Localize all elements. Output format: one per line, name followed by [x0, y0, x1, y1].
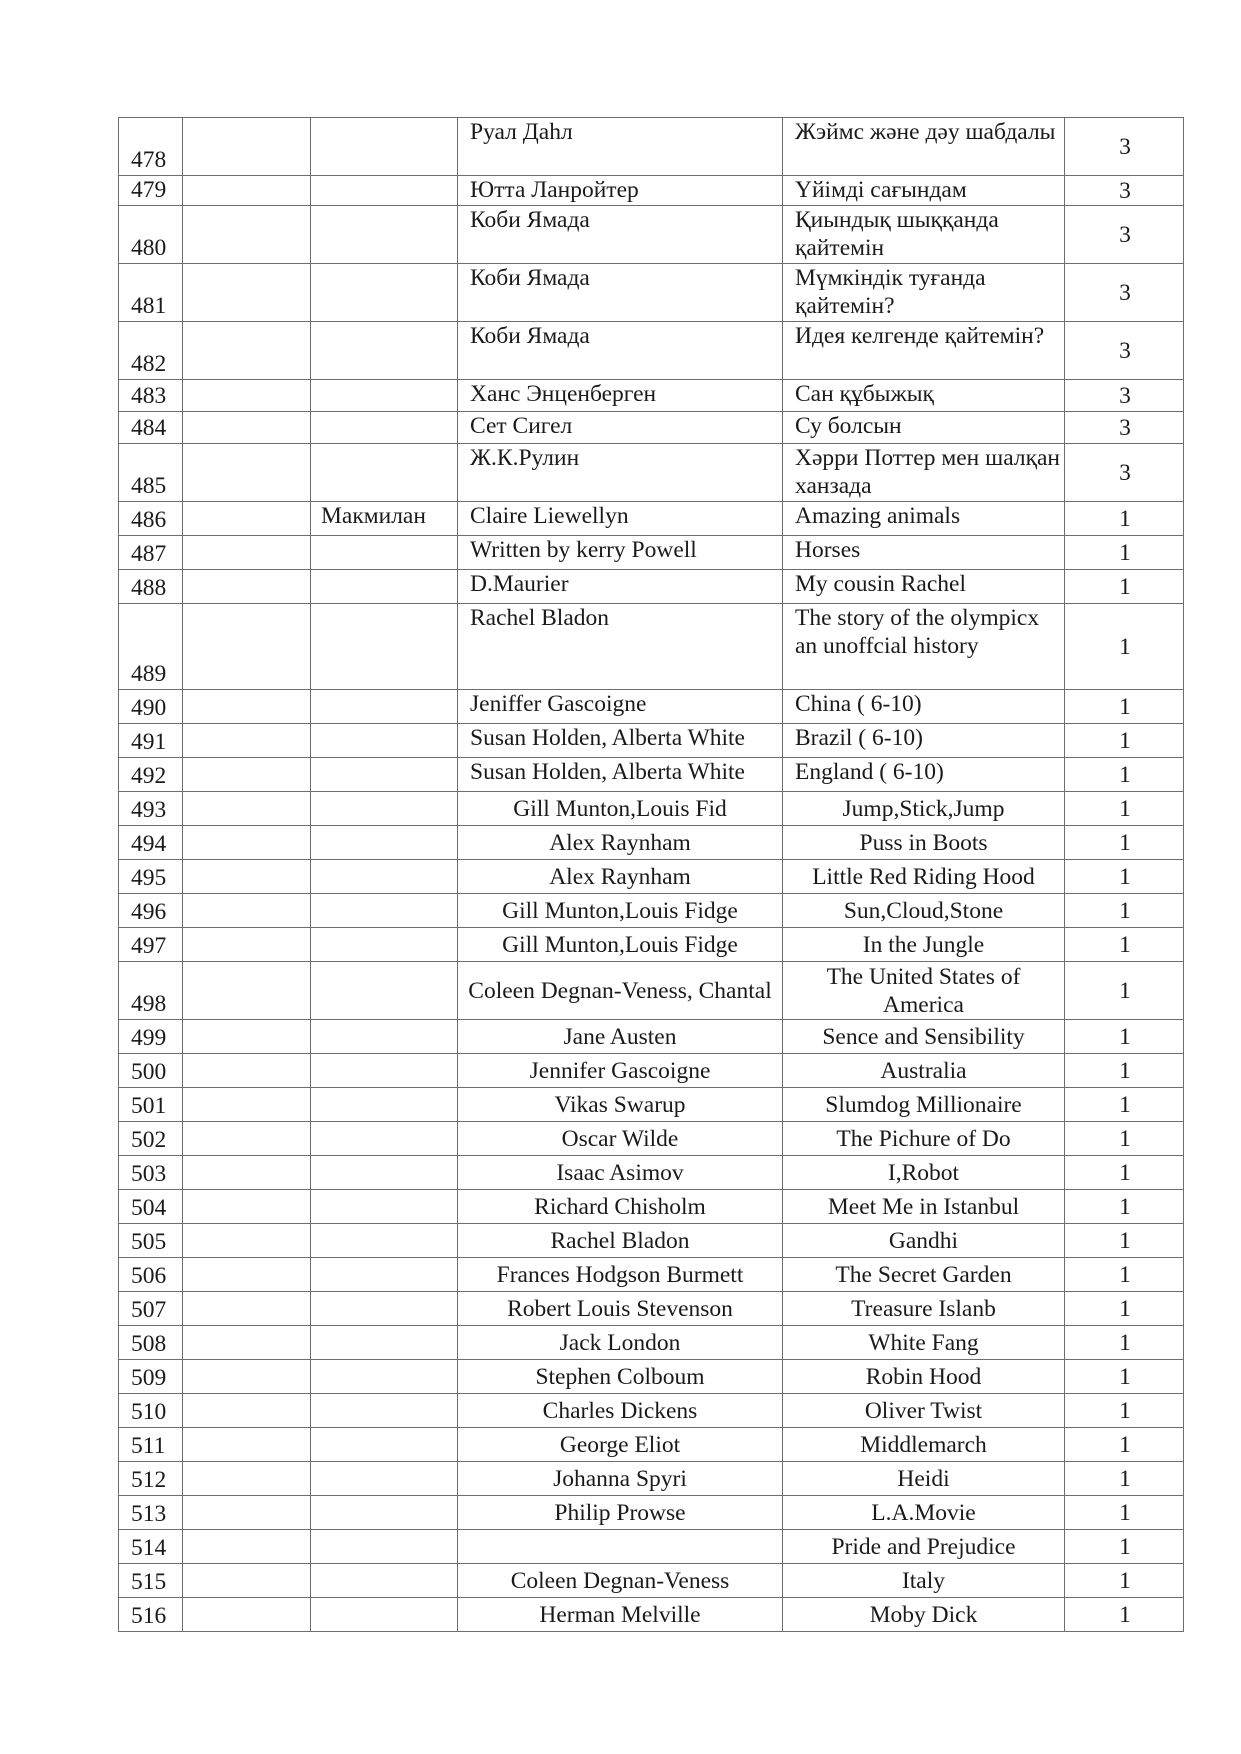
- quantity-cell: 1: [1065, 1360, 1184, 1394]
- empty-cell: [183, 1394, 311, 1428]
- row-number: 483: [119, 380, 183, 412]
- publisher-cell: [311, 264, 458, 322]
- row-number: 492: [119, 758, 183, 792]
- table-row: [119, 502, 1184, 536]
- title-cell: Pride and Prejudice: [783, 1530, 1065, 1564]
- author-cell: Коби Ямада: [458, 322, 783, 380]
- empty-cell: [183, 176, 311, 206]
- row-number: 504: [119, 1190, 183, 1224]
- author-cell: Oscar Wilde: [458, 1122, 783, 1156]
- title-cell: Horses: [783, 536, 1065, 570]
- quantity-cell: 1: [1065, 502, 1184, 536]
- empty-cell: [183, 1530, 311, 1564]
- empty-cell: [183, 1326, 311, 1360]
- empty-cell: [183, 604, 311, 690]
- row-number: 498: [119, 962, 183, 1020]
- author-cell: Johanna Spyri: [458, 1462, 783, 1496]
- publisher-cell: [311, 1258, 458, 1292]
- table-row: [119, 206, 1184, 264]
- row-number: 486: [119, 502, 183, 536]
- title-cell: Хәрри Поттер мен шалқан ханзада: [783, 444, 1065, 502]
- publisher-cell: [311, 758, 458, 792]
- empty-cell: [183, 1428, 311, 1462]
- publisher-cell: [311, 444, 458, 502]
- title-cell: Middlemarch: [783, 1428, 1065, 1462]
- empty-cell: [183, 1292, 311, 1326]
- row-number: 480: [119, 206, 183, 264]
- author-cell: Frances Hodgson Burmett: [458, 1258, 783, 1292]
- row-number: 503: [119, 1156, 183, 1190]
- table-row: [119, 444, 1184, 502]
- quantity-cell: 3: [1065, 444, 1184, 502]
- author-cell: Susan Holden, Alberta White: [458, 724, 783, 758]
- quantity-cell: 3: [1065, 176, 1184, 206]
- title-cell: L.A.Movie: [783, 1496, 1065, 1530]
- empty-cell: [183, 206, 311, 264]
- title-cell: Gandhi: [783, 1224, 1065, 1258]
- title-cell: My cousin Rachel: [783, 570, 1065, 604]
- publisher-cell: [311, 1326, 458, 1360]
- publisher-cell: [311, 792, 458, 826]
- row-number: 508: [119, 1326, 183, 1360]
- row-number: 507: [119, 1292, 183, 1326]
- empty-cell: [183, 792, 311, 826]
- table-row: [119, 1054, 1184, 1088]
- publisher-cell: Макмилан: [311, 502, 458, 536]
- empty-cell: [183, 322, 311, 380]
- table-row: [119, 826, 1184, 860]
- author-cell: [458, 1530, 783, 1564]
- table-row: [119, 1326, 1184, 1360]
- table-row: [119, 758, 1184, 792]
- row-number: 516: [119, 1598, 183, 1632]
- empty-cell: [183, 1598, 311, 1632]
- publisher-cell: [311, 1496, 458, 1530]
- title-cell: Slumdog Millionaire: [783, 1088, 1065, 1122]
- title-cell: Amazing animals: [783, 502, 1065, 536]
- author-cell: Rachel Bladon: [458, 604, 783, 690]
- title-cell: Sun,Cloud,Stone: [783, 894, 1065, 928]
- quantity-cell: 1: [1065, 928, 1184, 962]
- quantity-cell: 3: [1065, 380, 1184, 412]
- table-row: [119, 1394, 1184, 1428]
- quantity-cell: 1: [1065, 570, 1184, 604]
- row-number: 510: [119, 1394, 183, 1428]
- title-cell: Jump,Stick,Jump: [783, 792, 1065, 826]
- quantity-cell: 1: [1065, 1088, 1184, 1122]
- table-row: [119, 792, 1184, 826]
- quantity-cell: 1: [1065, 1156, 1184, 1190]
- quantity-cell: 1: [1065, 1462, 1184, 1496]
- table-row: [119, 264, 1184, 322]
- empty-cell: [183, 264, 311, 322]
- author-cell: Gill Munton,Louis Fid: [458, 792, 783, 826]
- publisher-cell: [311, 1156, 458, 1190]
- title-cell: Brazil ( 6-10): [783, 724, 1065, 758]
- publisher-cell: [311, 1054, 458, 1088]
- author-cell: Коби Ямада: [458, 264, 783, 322]
- title-cell: Sence and Sensibility: [783, 1020, 1065, 1054]
- row-number: 499: [119, 1020, 183, 1054]
- empty-cell: [183, 690, 311, 724]
- author-cell: Isaac Asimov: [458, 1156, 783, 1190]
- title-cell: Мүмкіндік туғанда қайтемін?: [783, 264, 1065, 322]
- author-cell: Jack London: [458, 1326, 783, 1360]
- table-row: [119, 176, 1184, 206]
- table-row: [119, 1258, 1184, 1292]
- quantity-cell: 3: [1065, 412, 1184, 444]
- empty-cell: [183, 412, 311, 444]
- row-number: 511: [119, 1428, 183, 1462]
- table-row: [119, 962, 1184, 1020]
- row-number: 494: [119, 826, 183, 860]
- quantity-cell: 1: [1065, 1326, 1184, 1360]
- table-row: [119, 928, 1184, 962]
- row-number: 487: [119, 536, 183, 570]
- row-number: 500: [119, 1054, 183, 1088]
- publisher-cell: [311, 380, 458, 412]
- publisher-cell: [311, 176, 458, 206]
- empty-cell: [183, 860, 311, 894]
- publisher-cell: [311, 412, 458, 444]
- empty-cell: [183, 1564, 311, 1598]
- publisher-cell: [311, 536, 458, 570]
- author-cell: Ханс Энценберген: [458, 380, 783, 412]
- quantity-cell: 1: [1065, 1292, 1184, 1326]
- row-number: 479: [119, 176, 183, 206]
- table-row: [119, 322, 1184, 380]
- quantity-cell: 3: [1065, 264, 1184, 322]
- empty-cell: [183, 502, 311, 536]
- author-cell: Robert Louis Stevenson: [458, 1292, 783, 1326]
- empty-cell: [183, 380, 311, 412]
- empty-cell: [183, 1190, 311, 1224]
- table-row: [119, 1292, 1184, 1326]
- author-cell: Ютта Ланройтер: [458, 176, 783, 206]
- table-row: [119, 118, 1184, 176]
- author-cell: Alex Raynham: [458, 860, 783, 894]
- table-row: [119, 1360, 1184, 1394]
- table-row: [119, 412, 1184, 444]
- publisher-cell: [311, 1428, 458, 1462]
- table-row: [119, 1428, 1184, 1462]
- title-cell: England ( 6-10): [783, 758, 1065, 792]
- author-cell: Jane Austen: [458, 1020, 783, 1054]
- quantity-cell: 1: [1065, 860, 1184, 894]
- table-row: [119, 724, 1184, 758]
- row-number: 496: [119, 894, 183, 928]
- quantity-cell: 1: [1065, 1258, 1184, 1292]
- table-row: [119, 860, 1184, 894]
- row-number: 491: [119, 724, 183, 758]
- title-cell: Australia: [783, 1054, 1065, 1088]
- title-cell: The United States of America: [783, 962, 1065, 1020]
- empty-cell: [183, 1258, 311, 1292]
- title-cell: Су болсын: [783, 412, 1065, 444]
- row-number: 506: [119, 1258, 183, 1292]
- publisher-cell: [311, 206, 458, 264]
- quantity-cell: 1: [1065, 1428, 1184, 1462]
- author-cell: Claire Liewellyn: [458, 502, 783, 536]
- quantity-cell: 1: [1065, 1394, 1184, 1428]
- row-number: 489: [119, 604, 183, 690]
- publisher-cell: [311, 1088, 458, 1122]
- publisher-cell: [311, 118, 458, 176]
- quantity-cell: 3: [1065, 206, 1184, 264]
- row-number: 515: [119, 1564, 183, 1598]
- author-cell: Сет Сигел: [458, 412, 783, 444]
- quantity-cell: 1: [1065, 1564, 1184, 1598]
- publisher-cell: [311, 1564, 458, 1598]
- empty-cell: [183, 1088, 311, 1122]
- author-cell: George Eliot: [458, 1428, 783, 1462]
- table-row: [119, 1496, 1184, 1530]
- title-cell: Жэймс және дәу шабдалы: [783, 118, 1065, 176]
- publisher-cell: [311, 1224, 458, 1258]
- row-number: 495: [119, 860, 183, 894]
- row-number: 505: [119, 1224, 183, 1258]
- publisher-cell: [311, 604, 458, 690]
- publisher-cell: [311, 1598, 458, 1632]
- publisher-cell: [311, 826, 458, 860]
- publisher-cell: [311, 1462, 458, 1496]
- row-number: 484: [119, 412, 183, 444]
- quantity-cell: 1: [1065, 690, 1184, 724]
- quantity-cell: 1: [1065, 758, 1184, 792]
- empty-cell: [183, 894, 311, 928]
- publisher-cell: [311, 894, 458, 928]
- title-cell: Oliver Twist: [783, 1394, 1065, 1428]
- author-cell: Coleen Degnan-Veness, Chantal: [458, 962, 783, 1020]
- quantity-cell: 1: [1065, 604, 1184, 690]
- publisher-cell: [311, 962, 458, 1020]
- publisher-cell: [311, 690, 458, 724]
- quantity-cell: 1: [1065, 724, 1184, 758]
- empty-cell: [183, 1020, 311, 1054]
- author-cell: Jeniffer Gascoigne: [458, 690, 783, 724]
- row-number: 502: [119, 1122, 183, 1156]
- empty-cell: [183, 1462, 311, 1496]
- table-row: [119, 1530, 1184, 1564]
- table-row: [119, 1156, 1184, 1190]
- row-number: 488: [119, 570, 183, 604]
- quantity-cell: 1: [1065, 1054, 1184, 1088]
- table-row: [119, 1190, 1184, 1224]
- quantity-cell: 1: [1065, 1190, 1184, 1224]
- publisher-cell: [311, 860, 458, 894]
- title-cell: The Pichure of Do: [783, 1122, 1065, 1156]
- table-row: [119, 1088, 1184, 1122]
- author-cell: Susan Holden, Alberta White: [458, 758, 783, 792]
- table-row: [119, 604, 1184, 690]
- empty-cell: [183, 444, 311, 502]
- row-number: 490: [119, 690, 183, 724]
- title-cell: Robin Hood: [783, 1360, 1065, 1394]
- title-cell: Heidi: [783, 1462, 1065, 1496]
- author-cell: Gill Munton,Louis Fidge: [458, 894, 783, 928]
- row-number: 497: [119, 928, 183, 962]
- author-cell: Coleen Degnan-Veness: [458, 1564, 783, 1598]
- row-number: 512: [119, 1462, 183, 1496]
- title-cell: Үйімді сағындам: [783, 176, 1065, 206]
- empty-cell: [183, 570, 311, 604]
- publisher-cell: [311, 1020, 458, 1054]
- author-cell: Philip Prowse: [458, 1496, 783, 1530]
- publisher-cell: [311, 1394, 458, 1428]
- quantity-cell: 1: [1065, 1020, 1184, 1054]
- quantity-cell: 1: [1065, 894, 1184, 928]
- table-row: [119, 1598, 1184, 1632]
- row-number: 513: [119, 1496, 183, 1530]
- author-cell: Ж.К.Рулин: [458, 444, 783, 502]
- title-cell: Сан құбыжық: [783, 380, 1065, 412]
- table-body: [119, 118, 1184, 1632]
- quantity-cell: 1: [1065, 536, 1184, 570]
- publisher-cell: [311, 1360, 458, 1394]
- empty-cell: [183, 1496, 311, 1530]
- author-cell: Rachel Bladon: [458, 1224, 783, 1258]
- quantity-cell: 1: [1065, 826, 1184, 860]
- row-number: 514: [119, 1530, 183, 1564]
- table-row: [119, 690, 1184, 724]
- title-cell: Treasure Islanb: [783, 1292, 1065, 1326]
- row-number: 501: [119, 1088, 183, 1122]
- empty-cell: [183, 1224, 311, 1258]
- publisher-cell: [311, 322, 458, 380]
- title-cell: White Fang: [783, 1326, 1065, 1360]
- quantity-cell: 1: [1065, 1224, 1184, 1258]
- title-cell: China ( 6-10): [783, 690, 1065, 724]
- empty-cell: [183, 1122, 311, 1156]
- title-cell: I,Robot: [783, 1156, 1065, 1190]
- row-number: 485: [119, 444, 183, 502]
- title-cell: Italy: [783, 1564, 1065, 1598]
- quantity-cell: 1: [1065, 1598, 1184, 1632]
- quantity-cell: 1: [1065, 962, 1184, 1020]
- publisher-cell: [311, 1530, 458, 1564]
- book-inventory-table: [118, 117, 1184, 1632]
- table-row: [119, 1462, 1184, 1496]
- title-cell: Little Red Riding Hood: [783, 860, 1065, 894]
- publisher-cell: [311, 1292, 458, 1326]
- author-cell: Gill Munton,Louis Fidge: [458, 928, 783, 962]
- author-cell: D.Maurier: [458, 570, 783, 604]
- table-row: [119, 380, 1184, 412]
- row-number: 478: [119, 118, 183, 176]
- title-cell: Meet Me in Istanbul: [783, 1190, 1065, 1224]
- table-row: [119, 570, 1184, 604]
- author-cell: Jennifer Gascoigne: [458, 1054, 783, 1088]
- publisher-cell: [311, 1190, 458, 1224]
- author-cell: Richard Chisholm: [458, 1190, 783, 1224]
- author-cell: Herman Melville: [458, 1598, 783, 1632]
- publisher-cell: [311, 928, 458, 962]
- publisher-cell: [311, 570, 458, 604]
- title-cell: The story of the olympicx an unoffcial history: [783, 604, 1065, 690]
- title-cell: Moby Dick: [783, 1598, 1065, 1632]
- title-cell: In the Jungle: [783, 928, 1065, 962]
- empty-cell: [183, 826, 311, 860]
- author-cell: Alex Raynham: [458, 826, 783, 860]
- empty-cell: [183, 928, 311, 962]
- empty-cell: [183, 536, 311, 570]
- author-cell: Руал Даһл: [458, 118, 783, 176]
- quantity-cell: 1: [1065, 1122, 1184, 1156]
- publisher-cell: [311, 1122, 458, 1156]
- quantity-cell: 3: [1065, 322, 1184, 380]
- table-row: [119, 1122, 1184, 1156]
- title-cell: The Secret Garden: [783, 1258, 1065, 1292]
- table-row: [119, 536, 1184, 570]
- quantity-cell: 1: [1065, 1530, 1184, 1564]
- table-row: [119, 894, 1184, 928]
- row-number: 509: [119, 1360, 183, 1394]
- empty-cell: [183, 1054, 311, 1088]
- quantity-cell: 1: [1065, 792, 1184, 826]
- row-number: 481: [119, 264, 183, 322]
- empty-cell: [183, 724, 311, 758]
- author-cell: Vikas Swarup: [458, 1088, 783, 1122]
- publisher-cell: [311, 724, 458, 758]
- title-cell: Идея келгенде қайтемін?: [783, 322, 1065, 380]
- empty-cell: [183, 1156, 311, 1190]
- author-cell: Written by kerry Powell: [458, 536, 783, 570]
- title-cell: Қиындық шыққанда қайтемін: [783, 206, 1065, 264]
- empty-cell: [183, 1360, 311, 1394]
- table-row: [119, 1020, 1184, 1054]
- row-number: 482: [119, 322, 183, 380]
- table-row: [119, 1564, 1184, 1598]
- author-cell: Stephen Colboum: [458, 1360, 783, 1394]
- author-cell: Коби Ямада: [458, 206, 783, 264]
- row-number: 493: [119, 792, 183, 826]
- author-cell: Charles Dickens: [458, 1394, 783, 1428]
- quantity-cell: 1: [1065, 1496, 1184, 1530]
- empty-cell: [183, 118, 311, 176]
- title-cell: Puss in Boots: [783, 826, 1065, 860]
- quantity-cell: 3: [1065, 118, 1184, 176]
- empty-cell: [183, 962, 311, 1020]
- empty-cell: [183, 758, 311, 792]
- table-row: [119, 1224, 1184, 1258]
